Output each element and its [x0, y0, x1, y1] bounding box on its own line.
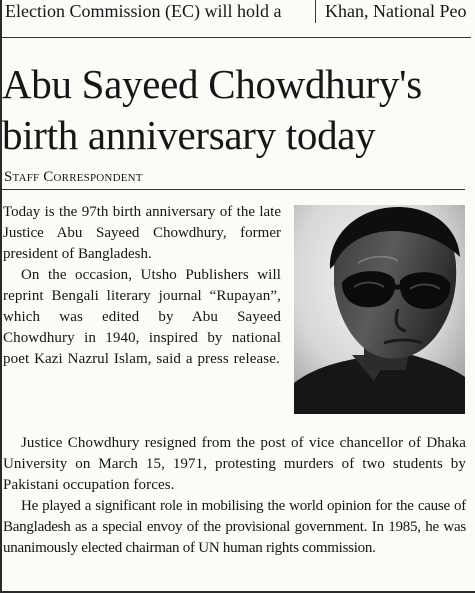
previous-article-strip — [3, 0, 473, 26]
article-paragraph: Today is the 97th birth anniversary of the late Justice Abu Sayeed Chowdhury, former president of Bangladesh. — [3, 204, 281, 262]
headline-line-1: Abu Sayeed Chowdhury's — [2, 61, 422, 107]
article-paragraph: He played a significant role in mobilising the world opinion for the cause of Bangladesh as a special envoy of the provisional government. In 1985, he was unanimously elected chairman of UN human rights commission. — [3, 498, 466, 556]
column-rule — [315, 0, 316, 23]
article-body-full-width — [3, 433, 466, 559]
portrait-photo — [294, 205, 465, 414]
article-body-column — [3, 202, 281, 370]
previous-article-text-right: Khan, National Peo — [325, 1, 467, 21]
article-paragraph: Justice Chowdhury resigned from the post of vice chancellor of Dhaka University on March 15, 1971, protesting murders of two students by Pakistani occupation forces. — [3, 435, 466, 493]
article-paragraph: On the occasion, Utsho Publishers will reprint Bengali literary journal “Rupayan”, which was edited by Abu Sayeed Chowdhury in 1940, inspired by national poet Kazi Nazrul Islam, said a press release. — [3, 267, 281, 367]
byline: Staff Correspondent — [4, 169, 143, 185]
section-divider — [2, 37, 471, 38]
byline-divider — [2, 189, 465, 190]
previous-article-text-left: Election Commission (EC) will hold a — [5, 1, 282, 21]
article-headline — [2, 59, 422, 161]
headline-line-2: birth anniversary today — [2, 112, 376, 158]
